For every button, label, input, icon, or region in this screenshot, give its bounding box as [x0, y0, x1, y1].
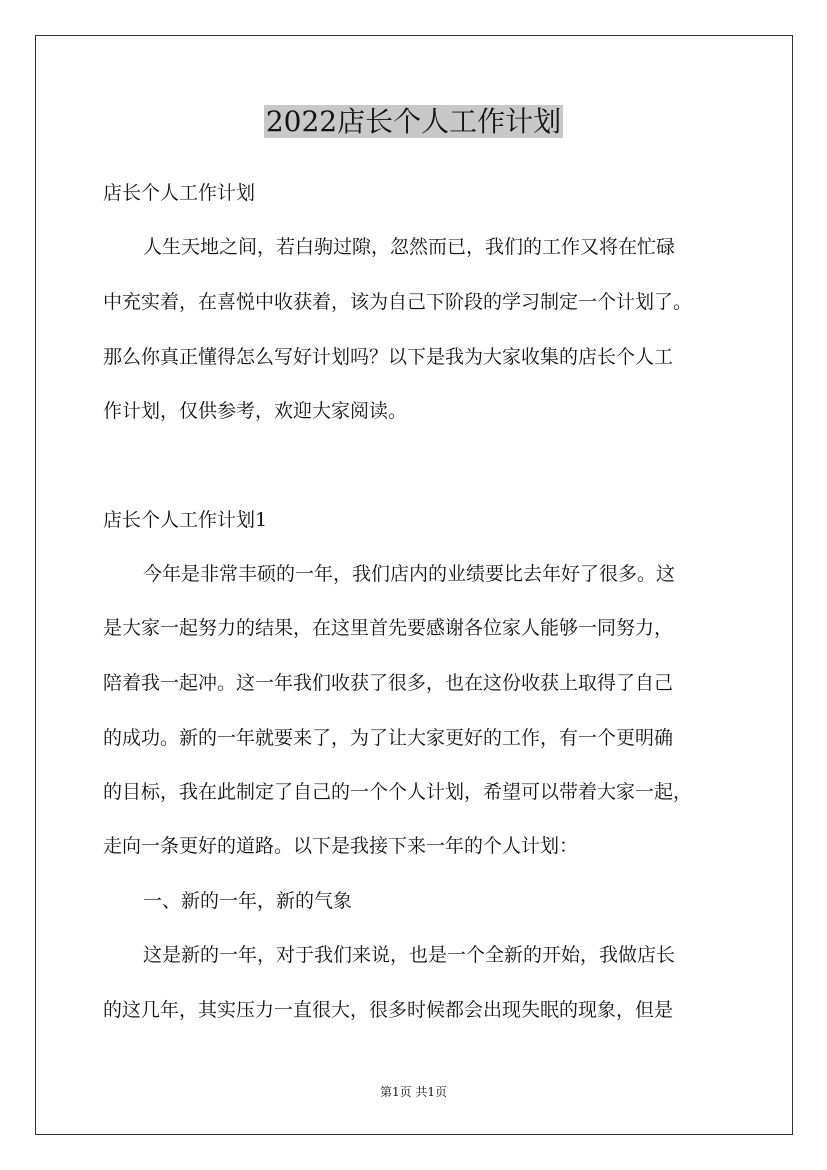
document-title-text: 2022店长个人工作计划 — [265, 105, 562, 138]
paragraph-line: 人生天地之间，若白驹过隙，忽然而已，我们的工作又将在忙碌 — [143, 236, 676, 258]
section-heading: 店长个人工作计划 — [103, 182, 256, 204]
paragraph-line: 的成功。新的一年就要来了，为了让大家更好的工作，有一个更明确 — [103, 727, 674, 749]
section-heading: 店长个人工作计划1 — [103, 509, 268, 531]
paragraph-line: 中充实着，在喜悦中收获着，该为自己下阶段的学习制定一个计划了。 — [103, 291, 693, 313]
paragraph-line: 这是新的一年，对于我们来说，也是一个全新的开始，我做店长 — [143, 944, 676, 966]
paragraph-line: 陪着我一起冲。这一年我们收获了很多，也在这份收获上取得了自己 — [103, 672, 674, 694]
paragraph-line: 那么你真正懂得怎么写好计划吗？以下是我为大家收集的店长个人工 — [103, 346, 674, 368]
paragraph-line: 走向一条更好的道路。以下是我接下来一年的个人计划： — [103, 835, 579, 857]
paragraph-line: 今年是非常丰硕的一年，我们店内的业绩要比去年好了很多。这 — [143, 563, 676, 585]
subheading: 一、新的一年，新的气象 — [143, 890, 353, 912]
document-title — [0, 102, 827, 142]
page-footer: 第1页 共1页 — [379, 1085, 448, 1099]
paragraph-line: 是大家一起努力的结果，在这里首先要感谢各位家人能够一同努力， — [103, 617, 674, 639]
paragraph-line: 的这几年，其实压力一直很大，很多时候都会出现失眠的现象，但是 — [103, 999, 674, 1021]
paragraph-line: 作计划，仅供参考，欢迎大家阅读。 — [103, 400, 408, 422]
paragraph-line: 的目标，我在此制定了自己的一个个人计划，希望可以带着大家一起， — [103, 781, 693, 803]
